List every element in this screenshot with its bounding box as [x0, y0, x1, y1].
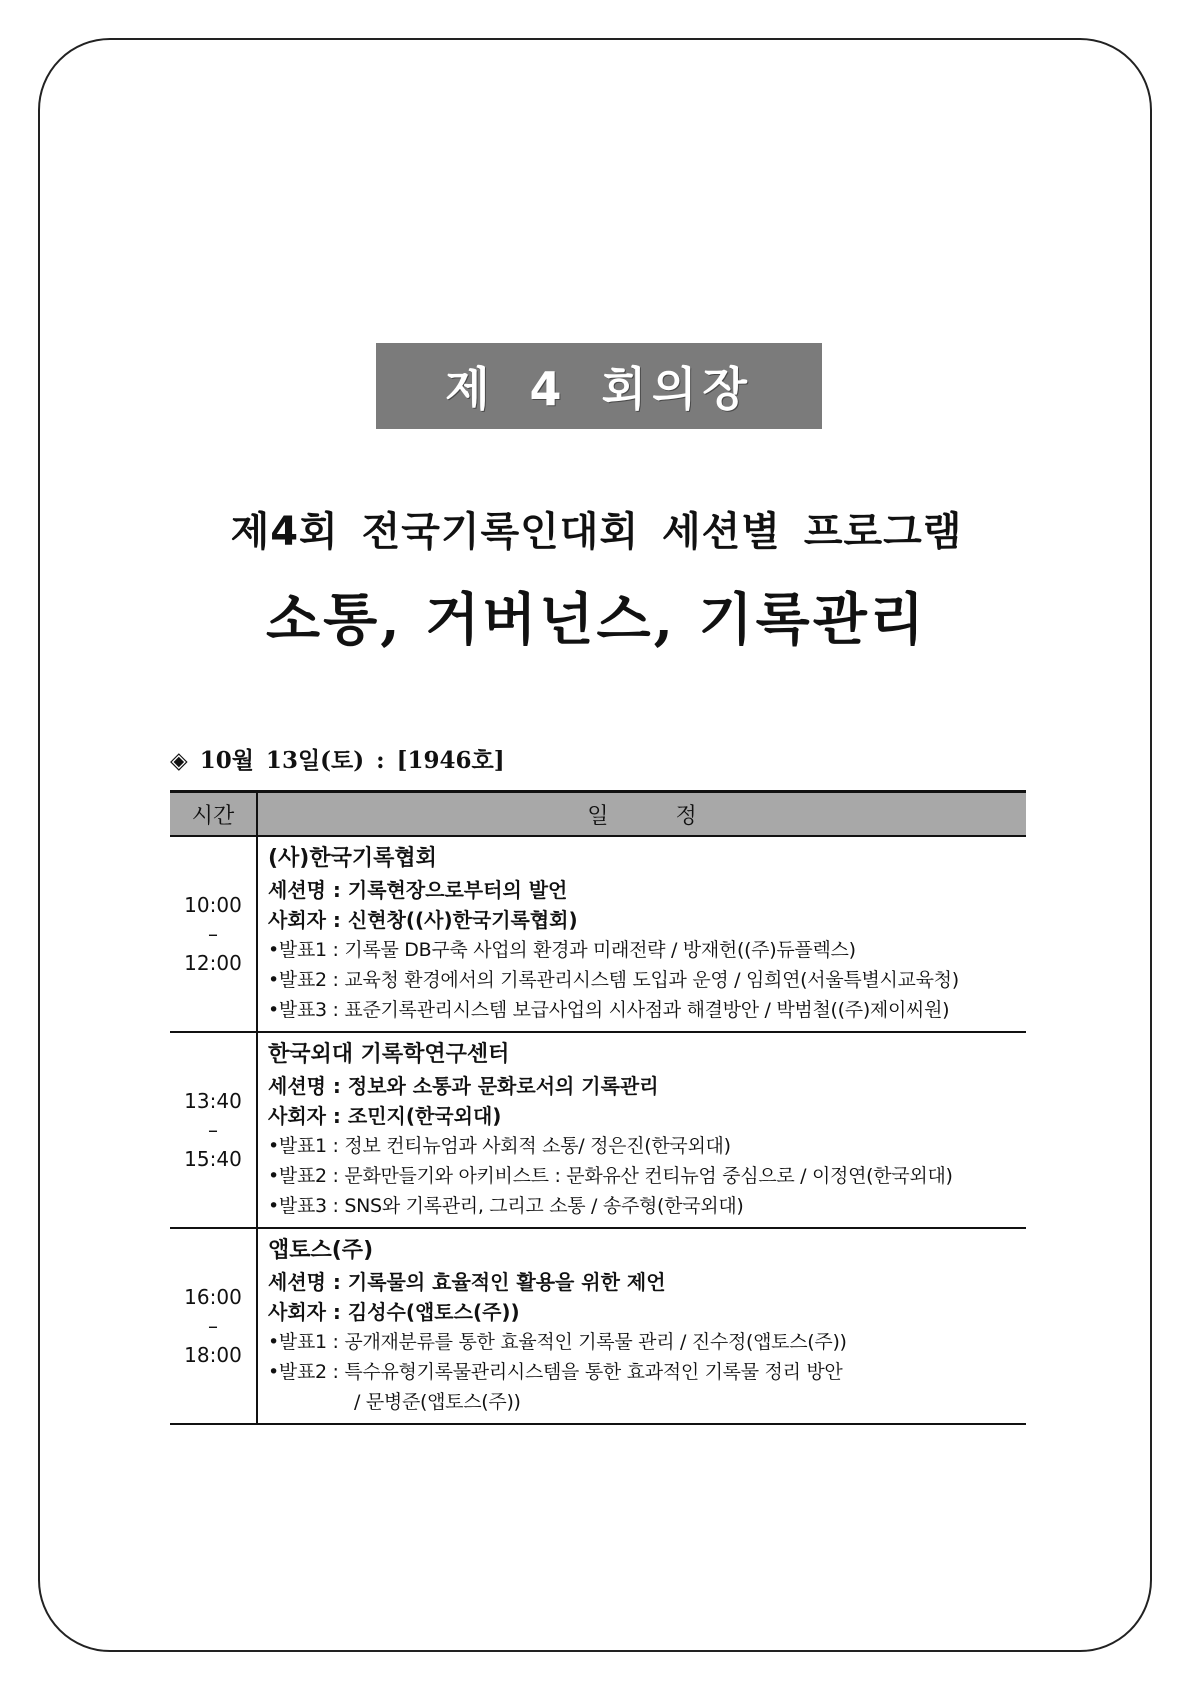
diamond-icon: ◈: [170, 747, 188, 774]
session-time: [170, 1032, 257, 1228]
time-separator: –: [208, 1313, 218, 1338]
session-detail: [257, 1228, 1026, 1424]
session-moderator: 사회자 : 신현창((사)한국기록협회): [268, 908, 578, 932]
time-start: 13:40: [184, 1088, 242, 1113]
session-org: (사)한국기록협회: [268, 846, 437, 871]
talk-item: •발표3 : 표준기록관리시스템 보급사업의 시사점과 해결방안 / 박범철((주)제이씨원): [268, 999, 950, 1021]
talk-item: •발표3 : SNS와 기록관리, 그리고 소통 / 송주형(한국외대): [268, 1195, 744, 1217]
session-time: [170, 836, 257, 1032]
header-time: 시간: [170, 792, 257, 837]
schedule-table: [170, 790, 1026, 1425]
table-row: [170, 1228, 1026, 1424]
table-header-row: [170, 792, 1026, 837]
time-end: 15:40: [184, 1146, 242, 1171]
time-end: 18:00: [184, 1342, 242, 1367]
talk-continuation: / 문병준(앱토스(주)): [354, 1391, 521, 1413]
talk-item: •발표2 : 교육청 환경에서의 기록관리시스템 도입과 운영 / 임희연(서울특별시교육청): [268, 969, 959, 991]
room-title: 제 4 회의장: [445, 362, 753, 416]
session-org: 앱토스(주): [268, 1238, 374, 1263]
session-moderator: 사회자 : 조민지(한국외대): [268, 1104, 502, 1128]
header-schedule: 일 정: [257, 792, 1026, 837]
session-name: 세션명 : 정보와 소통과 문화로서의 기록관리: [268, 1074, 659, 1098]
talk-item: •발표1 : 정보 컨티뉴엄과 사회적 소통/ 정은진(한국외대): [268, 1135, 731, 1157]
session-time: [170, 1228, 257, 1424]
date-text: 10월 13일(토) : [1946호]: [199, 747, 505, 774]
talk-item: •발표2 : 특수유형기록물관리시스템을 통한 효과적인 기록물 정리 방안: [268, 1361, 843, 1383]
time-start: 16:00: [184, 1284, 242, 1309]
session-name: 세션명 : 기록현장으로부터의 발언: [268, 878, 568, 902]
program-title: 제4회 전국기록인대회 세션별 프로그램: [230, 509, 963, 555]
room-banner: [376, 343, 822, 429]
theme-title: 소통, 거버넌스, 기록관리: [266, 587, 927, 653]
talk-item: •발표1 : 기록물 DB구축 사업의 환경과 미래전략 / 방재헌((주)듀플렉스): [268, 939, 856, 961]
session-moderator: 사회자 : 김성수(앱토스(주)): [268, 1300, 520, 1324]
session-detail: [257, 1032, 1026, 1228]
talk-item: •발표1 : 공개재분류를 통한 효율적인 기록물 관리 / 진수정(앱토스(주)): [268, 1331, 847, 1353]
table-row: [170, 1032, 1026, 1228]
session-org: 한국외대 기록학연구센터: [268, 1042, 510, 1067]
time-start: 10:00: [184, 892, 242, 917]
time-end: 12:00: [184, 950, 242, 975]
talk-item: •발표2 : 문화만들기와 아키비스트 : 문화유산 컨티뉴엄 중심으로 / 이정연(한국외대): [268, 1165, 953, 1187]
table-row: [170, 836, 1026, 1032]
session-detail: [257, 836, 1026, 1032]
time-separator: –: [208, 921, 218, 946]
time-separator: –: [208, 1117, 218, 1142]
session-name: 세션명 : 기록물의 효율적인 활용을 위한 제언: [268, 1270, 666, 1294]
date-line: [170, 742, 505, 775]
